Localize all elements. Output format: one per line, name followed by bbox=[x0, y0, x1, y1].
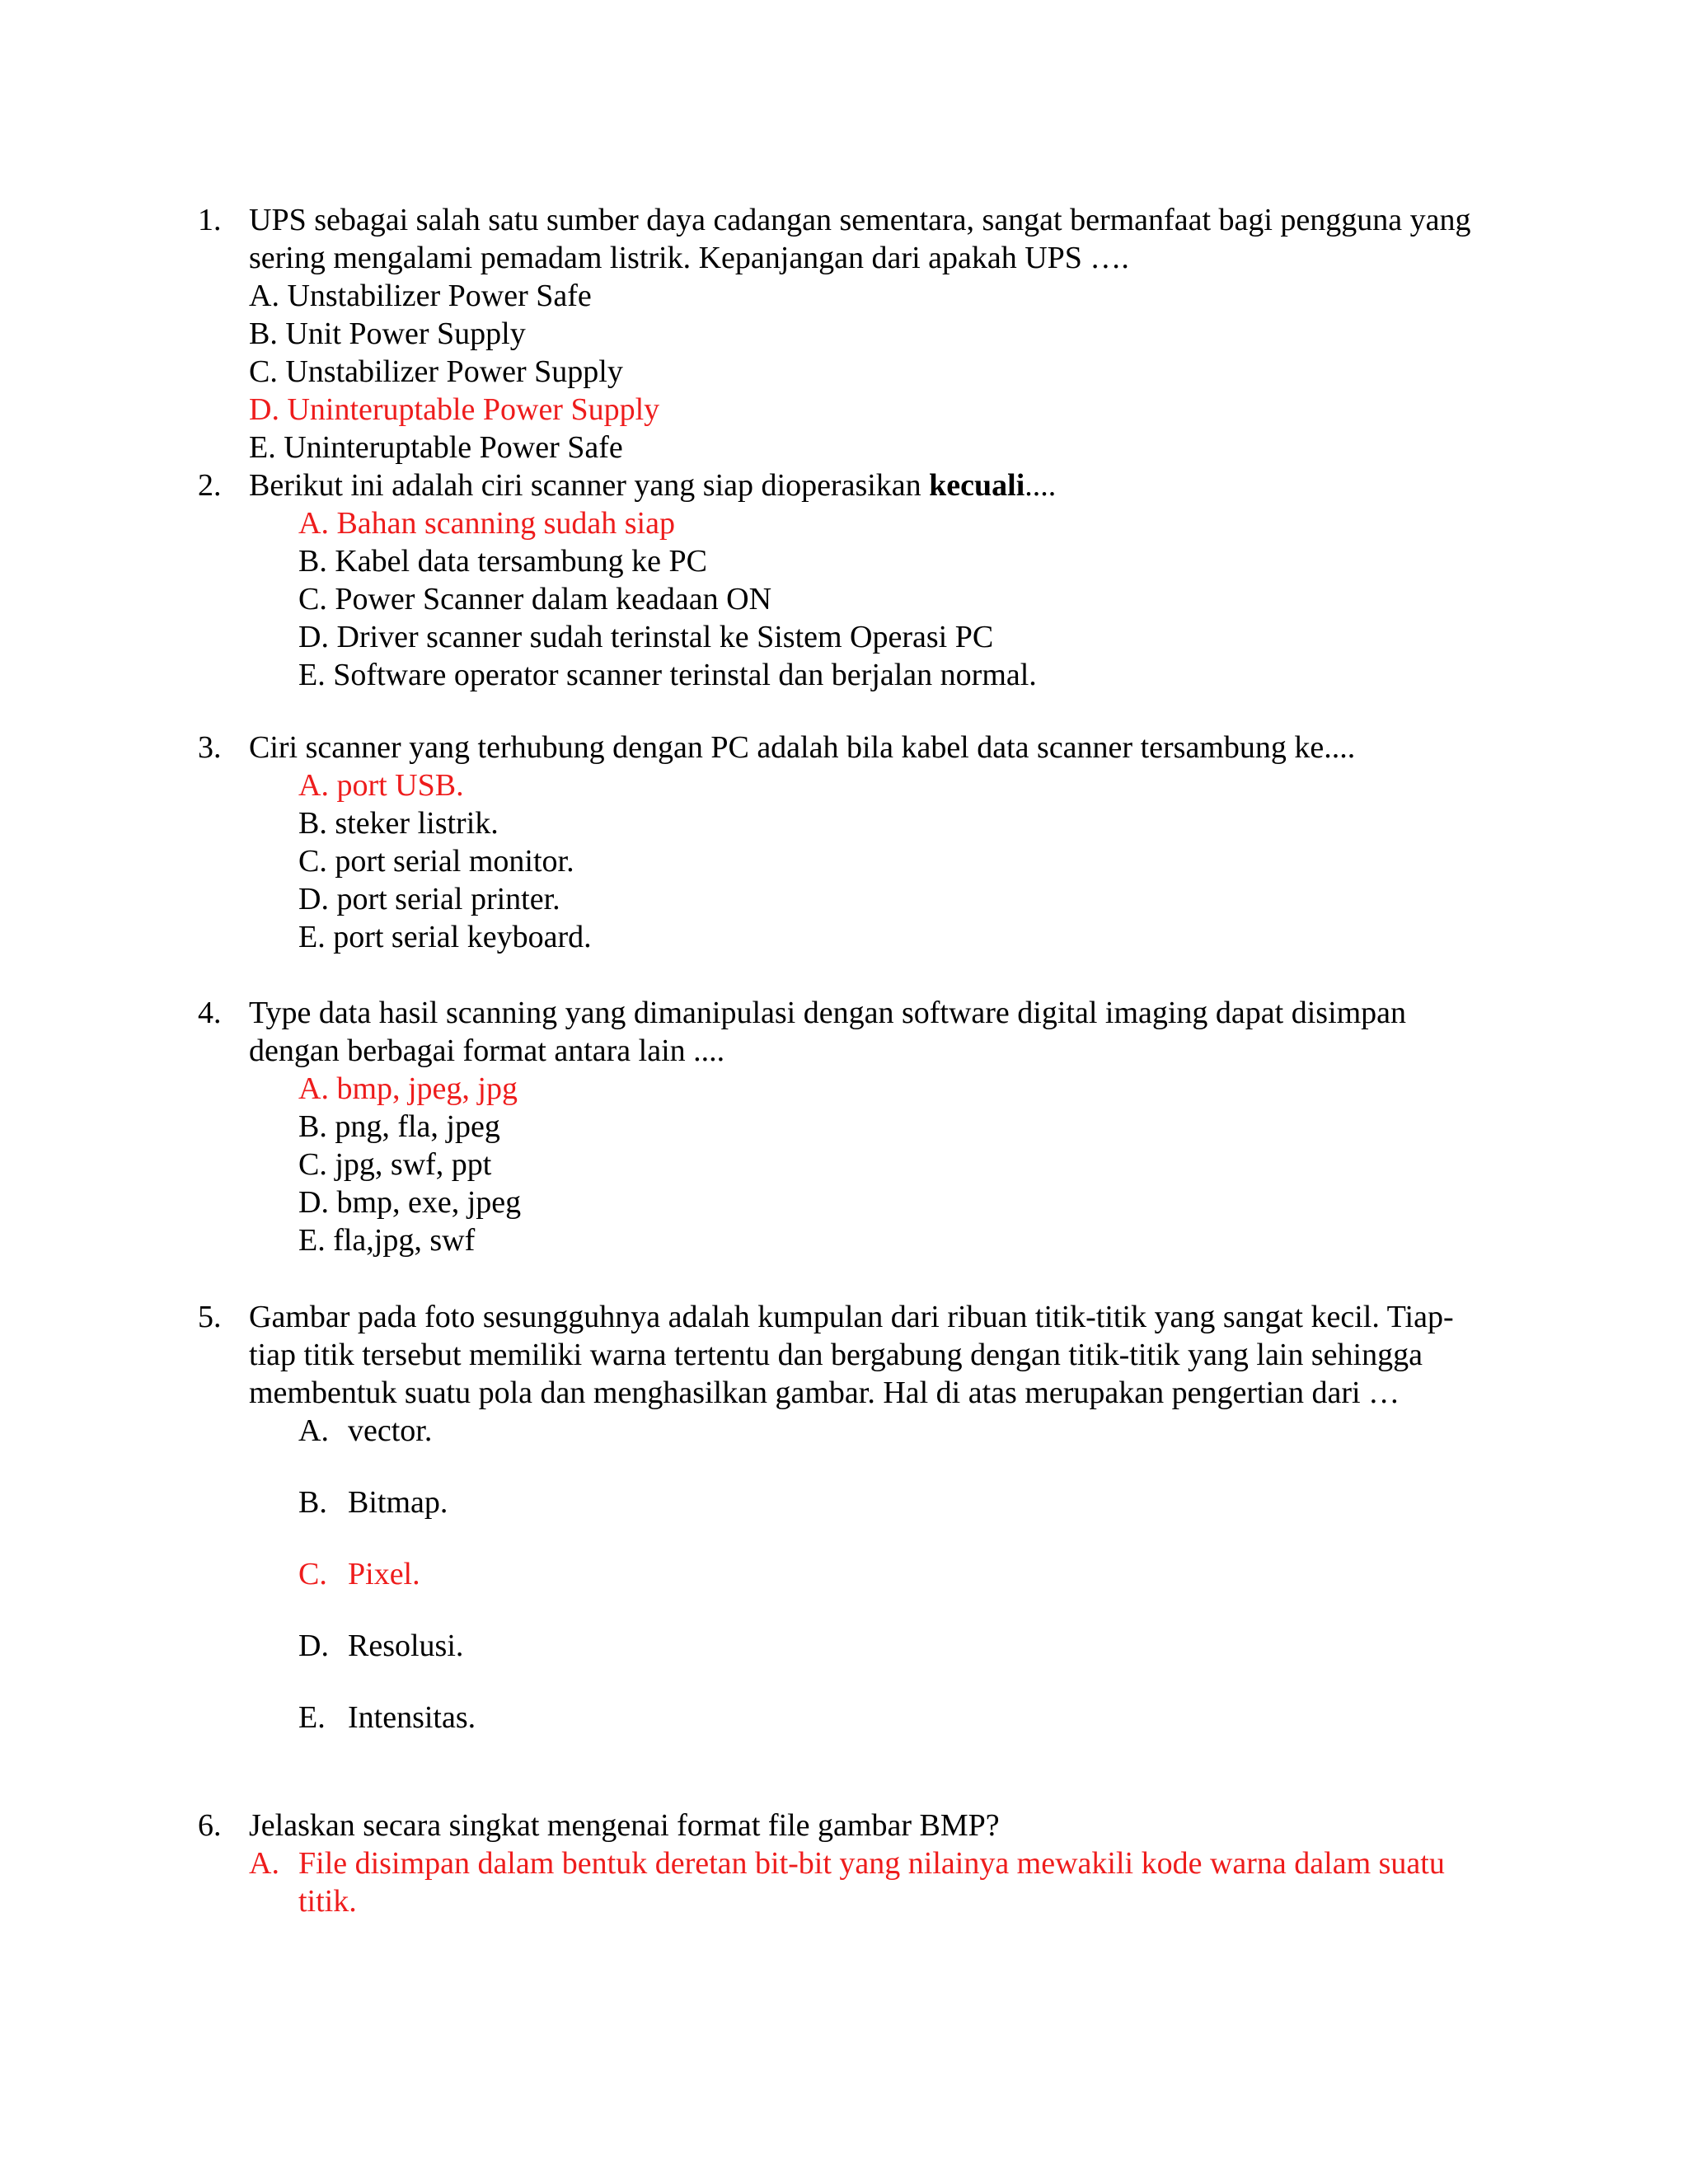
option-text: vector. bbox=[348, 1413, 433, 1448]
option-letter: D. bbox=[298, 1629, 329, 1663]
question-stem: Type data hasil scanning yang dimanipulasi dengan software digital imaging dapat disimpan dengan berbagai format antara lain .... bbox=[249, 996, 1407, 1068]
option-b: B. Kabel data tersambung ke PC bbox=[298, 544, 708, 579]
option-d: D. bmp, exe, jpeg bbox=[298, 1185, 522, 1220]
option-a-correct-answer: A. Bahan scanning sudah siap bbox=[298, 506, 675, 541]
question-number: 3. bbox=[198, 730, 222, 765]
question-2 bbox=[198, 466, 1484, 694]
question-number: 5. bbox=[198, 1300, 222, 1334]
option-e: E. port serial keyboard. bbox=[298, 920, 592, 954]
question-number: 1. bbox=[198, 203, 222, 237]
option-a-correct-answer: A. port USB. bbox=[298, 768, 464, 803]
option-list bbox=[298, 1070, 1484, 1259]
question-5 bbox=[198, 1298, 1484, 1736]
answer-letter: A. bbox=[249, 1846, 279, 1881]
option-a bbox=[298, 1412, 1484, 1450]
option-b bbox=[298, 1483, 1484, 1521]
stem-ellipsis: .... bbox=[1025, 468, 1057, 503]
option-text: Bitmap. bbox=[348, 1485, 448, 1520]
question-number: 6. bbox=[198, 1808, 222, 1843]
answer-text: File disimpan dalam bentuk deretan bit-bit yang nilainya mewakili kode warna dalam suatu titik. bbox=[298, 1846, 1445, 1919]
option-c: C. jpg, swf, ppt bbox=[298, 1147, 492, 1182]
question-stem: Gambar pada foto sesungguhnya adalah kumpulan dari ribuan titik-titik yang sangat kecil. Tiap-tiap titik tersebut memiliki warna tertentu dan bergabung dengan titik-titik yang lain sehingga membentuk suatu pola dan menghasilkan gambar. Hal di atas merupakan pengertian dari … bbox=[249, 1300, 1454, 1410]
option-e: E. Software operator scanner terinstal dan berjalan normal. bbox=[298, 658, 1037, 692]
option-b: B. png, fla, jpeg bbox=[298, 1109, 500, 1144]
option-text: Resolusi. bbox=[348, 1629, 464, 1663]
option-e: E. Uninteruptable Power Safe bbox=[249, 430, 623, 465]
option-list bbox=[298, 1412, 1484, 1736]
answer-correct bbox=[249, 1844, 1484, 1920]
question-1 bbox=[198, 201, 1484, 466]
question-3 bbox=[198, 729, 1484, 956]
option-letter: C. bbox=[298, 1557, 327, 1591]
option-letter: E. bbox=[298, 1700, 326, 1735]
option-b: B. steker listrik. bbox=[298, 806, 499, 841]
option-b: B. Unit Power Supply bbox=[249, 316, 526, 351]
question-stem: UPS sebagai salah satu sumber daya cadangan sementara, sangat bermanfaat bagi pengguna yang sering mengalami pemadam listrik. Kepanjangan dari apakah UPS …. bbox=[249, 203, 1471, 275]
option-c: C. port serial monitor. bbox=[298, 844, 574, 879]
stem-text: Berikut ini adalah ciri scanner yang siap dioperasikan bbox=[249, 468, 930, 503]
option-c: C. Power Scanner dalam keadaan ON bbox=[298, 582, 772, 616]
question-stem bbox=[249, 466, 1484, 504]
question-6 bbox=[198, 1807, 1484, 1920]
option-c-correct-answer bbox=[298, 1555, 1484, 1593]
option-letter: B. bbox=[298, 1485, 327, 1520]
option-d: D. port serial printer. bbox=[298, 882, 560, 916]
option-list bbox=[298, 504, 1484, 694]
option-c: C. Unstabilizer Power Supply bbox=[249, 354, 623, 389]
option-a-correct-answer: A. bmp, jpeg, jpg bbox=[298, 1071, 518, 1106]
question-number: 2. bbox=[198, 468, 222, 503]
question-4 bbox=[198, 994, 1484, 1259]
option-a: A. Unstabilizer Power Safe bbox=[249, 279, 592, 313]
option-d bbox=[298, 1627, 1484, 1665]
option-list bbox=[298, 766, 1484, 956]
question-stem: Jelaskan secara singkat mengenai format file gambar BMP? bbox=[249, 1808, 1000, 1843]
option-d: D. Driver scanner sudah terinstal ke Sistem Operasi PC bbox=[298, 620, 994, 654]
option-text: Pixel. bbox=[348, 1557, 420, 1591]
option-e: E. fla,jpg, swf bbox=[298, 1223, 476, 1258]
question-number: 4. bbox=[198, 996, 222, 1030]
option-e bbox=[298, 1699, 1484, 1736]
option-letter: A. bbox=[298, 1413, 329, 1448]
option-d-correct-answer: D. Uninteruptable Power Supply bbox=[249, 392, 660, 427]
stem-emphasis: kecuali bbox=[929, 468, 1025, 503]
option-list bbox=[249, 277, 1484, 466]
question-stem: Ciri scanner yang terhubung dengan PC adalah bila kabel data scanner tersambung ke.... bbox=[249, 730, 1356, 765]
option-text: Intensitas. bbox=[348, 1700, 476, 1735]
